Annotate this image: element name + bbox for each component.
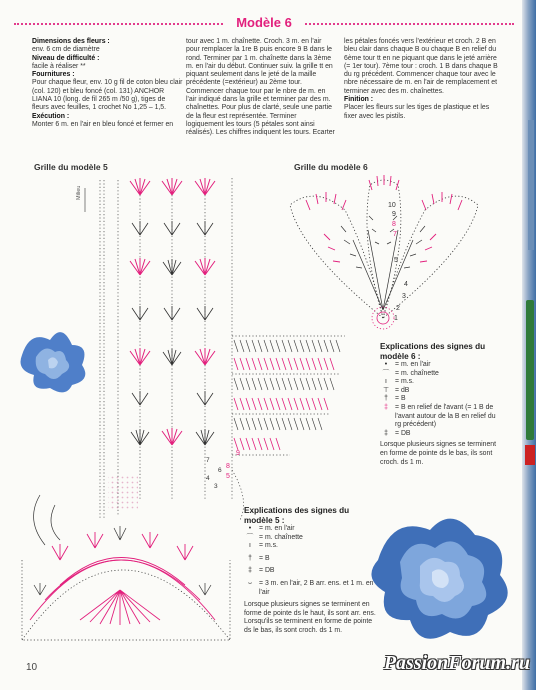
execution-heading: Exécution :: [32, 112, 70, 120]
legend-model5: [244, 506, 376, 636]
legend6-item-text: = m. chaînette: [395, 369, 439, 377]
front-post-symbol: ‡: [384, 403, 388, 411]
supplies-text: Pour chaque fleur, env. 10 g fil de coton bleu clair (col. 120) et bleu foncé (col. 131) ANCHOR LIANA 10 (long. de fil 265 m /50 g), tiges de fleurs avec feuilles, 1 crochet No 1,25 – 1,5.: [32, 79, 183, 112]
finish-text: Placer les fleurs sur les tiges de plastique et les fixer avec les pistils.: [344, 104, 490, 120]
legend6-item-text: = B en relief de l'avant (= 1 B de l'avant autour de la B en relief du rg précédent): [395, 403, 496, 429]
svg-text:7: 7: [206, 457, 210, 464]
svg-text:9: 9: [236, 450, 240, 457]
execution-text: Monter 6 m. en l'air en bleu foncé et fermer en: [32, 120, 174, 128]
page-number: 10: [26, 662, 38, 673]
dimensions-text: env. 6 cm de diamètre: [32, 46, 100, 54]
watermark: PassionForum.ru: [383, 652, 530, 674]
single-crochet-symbol: ı: [249, 542, 251, 550]
svg-text:7: 7: [393, 231, 397, 238]
treble-symbol: ‡: [248, 567, 252, 575]
legend6-item: [380, 404, 500, 430]
legend6-heading: Explications des signes du modèle 6 :: [380, 342, 486, 361]
slip-stitch-symbol: ⌒: [382, 369, 390, 377]
treble-symbol: ‡: [384, 429, 388, 437]
legend5-item-text: = DB: [259, 567, 275, 575]
chain-stitch-symbol: •: [248, 525, 252, 532]
legend6-item: [380, 395, 500, 404]
legend6-item-text: = dB: [395, 386, 410, 394]
svg-text:9: 9: [392, 211, 396, 218]
legend6-item-text: = DB: [395, 429, 411, 437]
flower-photo-large: [371, 519, 507, 639]
legend5-item: [244, 534, 376, 543]
double-crochet-symbol: †: [384, 395, 388, 403]
svg-text:1: 1: [394, 315, 398, 322]
svg-text:4: 4: [404, 281, 408, 288]
svg-text:3: 3: [214, 483, 218, 490]
finish-heading: Finition :: [344, 96, 374, 104]
grid6-title: Grille du modèle 6: [294, 162, 368, 172]
svg-text:5: 5: [226, 473, 230, 480]
svg-text:10: 10: [388, 202, 396, 209]
legend-model6: [380, 342, 500, 467]
legend5-heading: Explications des signes du modèle 5 :: [244, 506, 350, 525]
flower-photo-small: [21, 332, 86, 392]
legend6-item-text: = B: [395, 395, 406, 403]
svg-text:8: 8: [226, 463, 230, 470]
legend5-item-text: = m. en l'air: [259, 525, 295, 532]
legend5-item-text: = 3 m. en l'air, 2 B arr. ens. et 1 m. en l'air: [259, 579, 374, 596]
legend6-item-text: = m. en l'air: [395, 361, 431, 368]
legend6-item: [380, 378, 500, 387]
svg-text:8: 8: [392, 221, 396, 228]
svg-text:4: 4: [206, 475, 210, 482]
legend5-item: [244, 525, 376, 534]
legend5-item-text: = m. chaînette: [259, 533, 303, 541]
legend6-item: [380, 430, 500, 439]
svg-text:3: 3: [402, 293, 406, 300]
instructions-middle-text: tour avec 1 m. chaînette. Croch. 3 m. en l'air pour remplacer la 1re B puis encore 9 B dans le rond. Terminer par 1 m. chaînette dans la 3ème m. en l'air du début. Continuer suiv. la grille tt en piquant seulement dans le jeté de la maille précédente (=extérieur) au 2ème tour. Commencer chaque tour par le nbre de m. en l'air indiqué dans la grille et terminer par des m. chaînettes. Pour plus de clarté, seule une partie de la fleur est représentée. Terminer logiquement les tours (5 pétales sont ainsi réalisés). Les chiffres indiquent les tours. Ecarter: [186, 38, 335, 137]
difficulty-text: facile à réaliser **: [32, 62, 86, 70]
cluster-symbol: ⌣: [247, 579, 253, 587]
svg-text:2: 2: [396, 305, 400, 312]
legend6-item: [380, 370, 500, 379]
legend5-item: [244, 580, 376, 597]
legend6-item: [380, 387, 500, 396]
slip-stitch-symbol: ⌒: [246, 533, 254, 541]
legend6-note: Lorsque plusieurs signes se terminent en forme de pointe ds le bas, ils sont croch. ds 1 m.: [380, 441, 497, 466]
svg-text:5: 5: [394, 257, 398, 264]
legend5-item: [244, 555, 376, 564]
single-crochet-symbol: ı: [385, 378, 387, 386]
legend6-item: [380, 361, 500, 370]
grid6-chart: [290, 175, 478, 329]
legend5-item-text: = m.s.: [259, 542, 278, 550]
grid5-title: Grille du modèle 5: [34, 162, 108, 172]
chart-texture: [108, 475, 138, 510]
legend5-note: Lorsque plusieurs signes se terminent en forme de pointe ds le haut, ils sont arr. ens. Lorsqu'ils se terminent en forme de pointe ds le bas, ils sont croch. ds 1 m.: [244, 601, 376, 634]
svg-text:6: 6: [218, 467, 222, 474]
supplies-heading: Fournitures :: [32, 71, 75, 79]
milieu-label: Milieu: [76, 185, 82, 200]
legend6-item-text: = m.s.: [395, 378, 414, 386]
legend5-item-text: = B: [259, 554, 270, 562]
legend5-item: [244, 567, 376, 576]
page-title: Modèle 6: [224, 14, 304, 32]
half-double-symbol: ⊤: [382, 386, 389, 394]
legend5-item: [244, 542, 376, 551]
double-crochet-symbol: †: [248, 554, 252, 562]
chain-stitch-symbol: •: [384, 361, 388, 368]
difficulty-heading: Niveau de difficulté :: [32, 54, 100, 62]
instructions-right-text: les pétales foncés vers l'extérieur et croch. 2 B en bleu clair dans chaque B ou chaque B en relief du 6ème tour tt en ne piquant que dans le jeté arrière (= 1er tour). 7ème tour : croch. 1 B dans chaque B du rg précédent. Commencer chaque tour avec le nbre nécessaire de m. en l'air de remplacement et terminer avec des m. chaînettes.: [344, 38, 498, 95]
dimensions-heading: Dimensions des fleurs :: [32, 38, 110, 45]
